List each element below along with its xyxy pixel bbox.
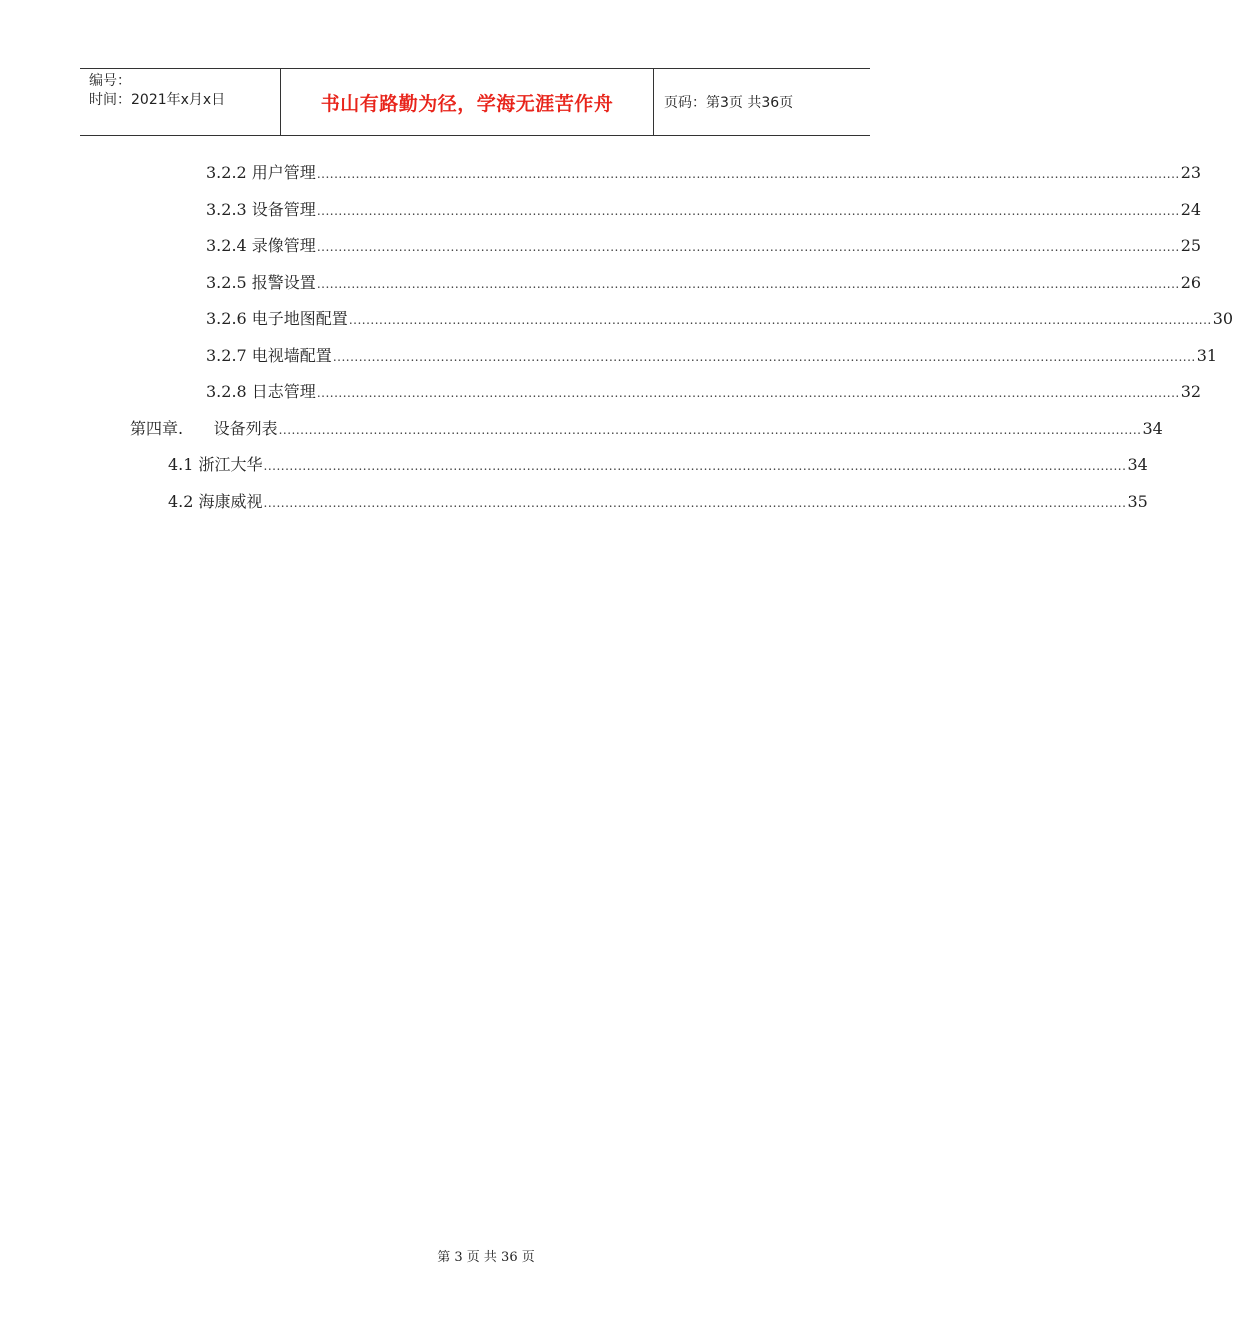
toc-entry-page: 24 xyxy=(1180,200,1202,219)
toc-entry[interactable] xyxy=(206,306,1233,330)
header-motto: 书山有路勤为径，学海无涯苦作舟 xyxy=(281,69,654,135)
toc-leader-dots: ........................................................................................................................................................................................................ xyxy=(348,313,1212,327)
toc-entry-label: 3.2.2 用户管理 xyxy=(206,163,316,182)
toc-entry-label: 3.2.5 报警设置 xyxy=(206,273,316,292)
toc-entry-page: 32 xyxy=(1180,382,1202,401)
toc-entry-label: 4.1 浙江大华 xyxy=(168,455,263,474)
toc-entry[interactable] xyxy=(168,489,1148,513)
toc-entry-label: 第四章. 设备列表 xyxy=(130,419,278,438)
document-date: 时间：2021年x月x日 xyxy=(89,92,226,108)
toc-leader-dots: ........................................................................................................................................................................................................ xyxy=(278,423,1142,437)
toc-leader-dots: ........................................................................................................................................................................................................ xyxy=(332,350,1196,364)
page-footer: 第 3 页 共 36 页 xyxy=(437,1250,535,1265)
toc-entry-page: 34 xyxy=(1142,419,1163,438)
toc-entry-page: 35 xyxy=(1127,492,1148,511)
toc-leader-dots: ........................................................................................................................................................................................................ xyxy=(316,386,1180,400)
toc-entry-label: 3.2.6 电子地图配置 xyxy=(206,309,348,328)
toc-entry[interactable] xyxy=(130,416,1163,440)
toc-entry[interactable] xyxy=(206,197,1202,221)
toc-leader-dots: ........................................................................................................................................................................................................ xyxy=(263,459,1127,473)
toc-entry-label: 3.2.8 日志管理 xyxy=(206,382,316,401)
header-page-info: 页码：第3页 共36页 xyxy=(664,95,794,111)
toc-entry[interactable] xyxy=(206,270,1202,294)
header-meta xyxy=(80,69,281,135)
toc-entry-label: 3.2.4 录像管理 xyxy=(206,236,316,255)
toc-entry-page: 31 xyxy=(1196,346,1218,365)
toc-entry-page: 26 xyxy=(1180,273,1202,292)
toc-entry-label: 3.2.7 电视墙配置 xyxy=(206,346,332,365)
toc-entry-label: 3.2.3 设备管理 xyxy=(206,200,316,219)
toc-leader-dots: ........................................................................................................................................................................................................ xyxy=(263,496,1127,510)
toc-entry[interactable] xyxy=(168,452,1148,476)
toc-leader-dots: ........................................................................................................................................................................................................ xyxy=(316,167,1180,181)
toc-entry-page: 30 xyxy=(1212,309,1233,328)
toc-entry[interactable] xyxy=(206,343,1218,367)
document-number: 编号： xyxy=(89,73,131,89)
page-header xyxy=(80,68,870,136)
toc-entry[interactable] xyxy=(206,160,1202,184)
toc-entry-page: 23 xyxy=(1180,163,1202,182)
toc-leader-dots: ........................................................................................................................................................................................................ xyxy=(316,204,1180,218)
toc-entry[interactable] xyxy=(206,233,1202,257)
toc-entry-page: 34 xyxy=(1127,455,1148,474)
toc-leader-dots: ........................................................................................................................................................................................................ xyxy=(316,240,1180,254)
toc-entry-label: 4.2 海康威视 xyxy=(168,492,263,511)
toc-entry[interactable] xyxy=(206,379,1202,403)
toc-entry-page: 25 xyxy=(1180,236,1202,255)
toc-leader-dots: ........................................................................................................................................................................................................ xyxy=(316,277,1180,291)
